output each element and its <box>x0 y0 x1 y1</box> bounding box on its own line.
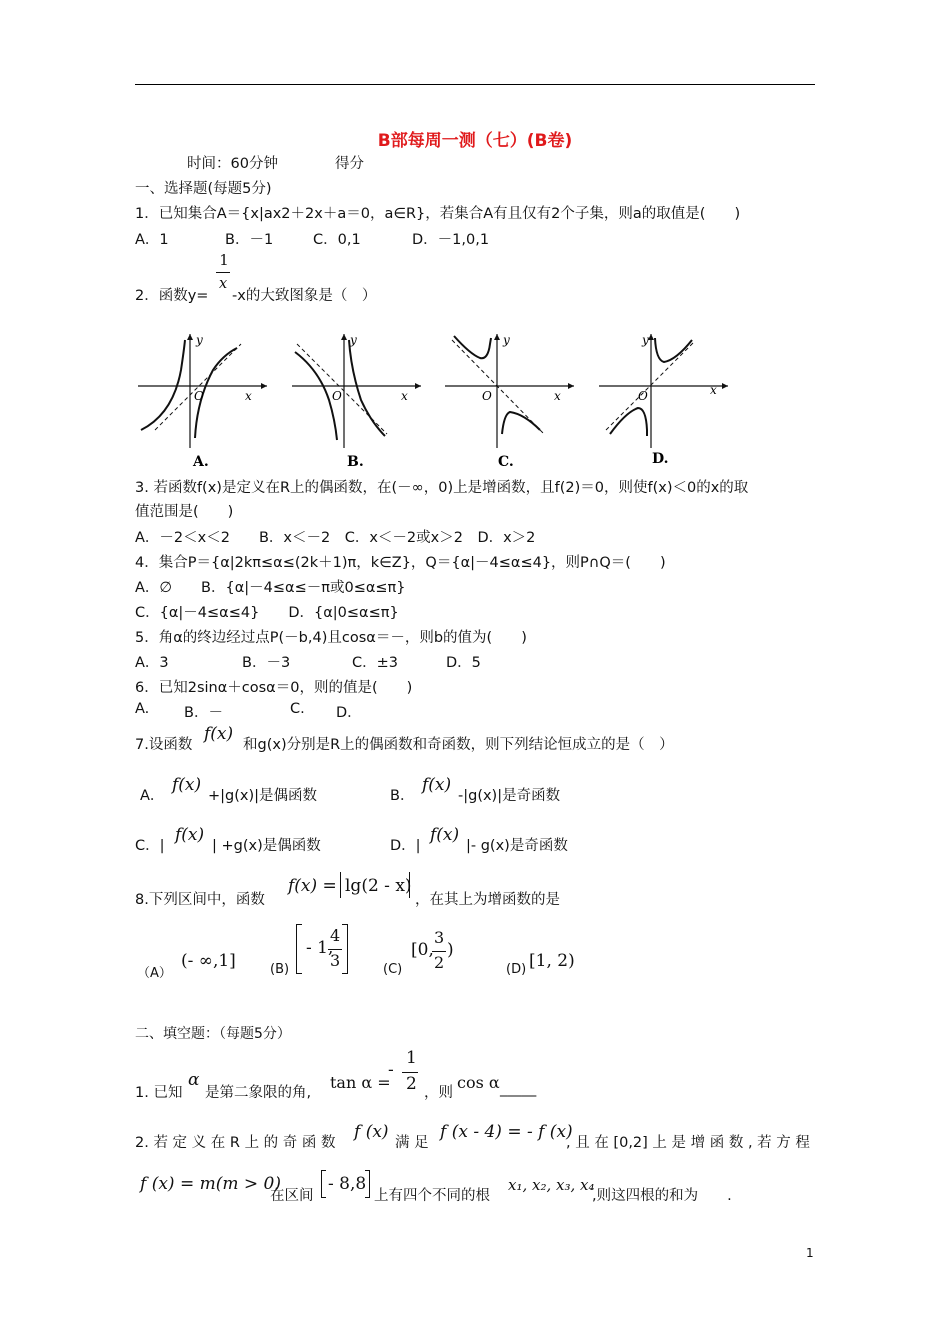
q8-option-a-label: （A） <box>137 966 172 981</box>
q7-option-b-fx: f(x) <box>422 775 452 795</box>
fill1-p3: ，则 <box>424 1085 453 1101</box>
graph-d-origin: O <box>638 389 648 403</box>
graph-a-origin: O <box>194 389 204 403</box>
graph-c-origin: O <box>482 389 492 403</box>
q6-option-a: A. <box>135 701 150 717</box>
graph-d-y-label: y <box>642 333 649 347</box>
q3-line2: 值范围是( ) <box>135 504 234 520</box>
q8-option-c-frac-bar <box>432 951 446 952</box>
q8-option-b-bracket-right <box>342 924 348 974</box>
q7-text-before: 7.设函数 <box>135 737 193 753</box>
q8-text-before: 8.下列区间中，函数 <box>135 892 265 908</box>
q7-option-b-pre: B． <box>390 788 415 804</box>
fill1-alpha: α <box>188 1070 200 1090</box>
graph-c <box>440 330 580 470</box>
fill2-interval-bracket-left <box>321 1170 326 1198</box>
fill2-interval-bracket-right <box>365 1170 370 1198</box>
fill2-eq: f (x) = m(m > 0) <box>140 1174 281 1194</box>
q8-option-c-right: ) <box>447 940 454 960</box>
q5-text: 5．角α的终边经过点P(－b,4)且cosα＝－，则b的值为( ) <box>135 630 527 646</box>
section1-heading: 一、选择题(每题5分) <box>135 181 272 197</box>
q8-option-a-value: (- ∞,1] <box>181 951 236 971</box>
q8-option-b-num: 4 <box>330 926 341 945</box>
fill2-interval: - 8,8 <box>328 1174 367 1194</box>
graph-a-y-arrow <box>187 334 193 340</box>
q4-options2: C．{α|－4≤α≤4} D．{α|0≤α≤π} <box>135 605 399 621</box>
fill2-roots: x₁, x₂, x₃, x₄ <box>508 1176 595 1194</box>
q7-option-c-pre: C．| <box>135 838 165 854</box>
q2-text-after: -x的大致图象是（ ） <box>232 288 377 304</box>
q7-option-c-post: | +g(x)是偶函数 <box>212 838 321 854</box>
q7-option-c-fx: f(x) <box>175 825 205 845</box>
q8-formula-abs: lg(2 - x) <box>345 876 412 896</box>
graph-a-y-label: y <box>196 333 203 347</box>
q7-text-after: 和g(x)分别是R上的偶函数和奇函数，则下列结论恒成立的是（ ） <box>243 737 674 753</box>
q8-option-b-label: (B) <box>270 962 290 977</box>
q8-formula-lhs: f(x) = <box>288 876 337 896</box>
fill1-p2: 是第二象限的角, <box>205 1085 312 1101</box>
time-label: 时间：60分钟 <box>187 156 278 172</box>
q7-option-d-fx: f(x) <box>430 825 460 845</box>
q1-text: 1．已知集合A＝{x|ax2＋2x＋a＝0，a∈R}，若集合A有且仅有2个子集，则a的取值是( ) <box>135 206 741 222</box>
q8-option-b-left: - 1, <box>306 938 334 958</box>
q3-line1: 3. 若函数f(x)是定义在R上的偶函数，在(－∞，0)上是增函数，且f(2)＝0，则使f(x)＜0的x的取 <box>135 480 749 496</box>
q5-option-a: A．3 <box>135 655 169 671</box>
graph-d-curve-left <box>610 408 647 436</box>
fill2-p2: 满 足 <box>395 1135 429 1151</box>
q7-option-a-post: +|g(x)|是偶函数 <box>208 788 318 804</box>
page-title: B部每周一测（七）(B卷) <box>377 131 573 151</box>
q3-options: A．－2＜x＜2 B．x＜－2 C．x＜－2或x＞2 D．x＞2 <box>135 530 536 546</box>
fill1-p1: 1. 已知 <box>135 1085 183 1101</box>
q6-option-b: B．－ <box>184 705 223 721</box>
graph-c-x-label: x <box>554 389 561 403</box>
q8-abs-right <box>409 872 410 898</box>
q7-fx: f(x) <box>204 724 234 744</box>
fill1-tan: tan α = <box>330 1073 391 1092</box>
graph-a-x-arrow <box>261 383 267 389</box>
section2-heading: 二、填空题：（每题5分） <box>135 1026 291 1042</box>
graph-c-y-label: y <box>503 333 510 347</box>
fill1-frac-bar <box>402 1072 418 1073</box>
q8-option-c-label: (C) <box>383 962 403 977</box>
q8-option-b-den: 3 <box>330 951 341 970</box>
graph-d-x-arrow <box>722 383 728 389</box>
fill2-p4: 在区间 <box>270 1188 314 1204</box>
q1-option-c: C．0,1 <box>313 232 361 248</box>
graph-d-x-label: x <box>710 383 717 397</box>
q4-options1: A．∅ B．{α|－4≤α≤－π或0≤α≤π} <box>135 580 406 596</box>
q1-option-b: B．－1 <box>225 232 274 248</box>
q7-option-b-post: -|g(x)|是奇函数 <box>458 788 561 804</box>
fill2-cond: f (x - 4) = - f (x) <box>440 1122 573 1142</box>
graph-c-asymptote <box>452 340 544 434</box>
graph-c-curve-right <box>502 412 540 434</box>
fill1-num: 1 <box>406 1048 417 1068</box>
q4-text: 4．集合P＝{α|2kπ≤α≤(2k＋1)π，k∈Z}，Q＝{α|－4≤α≤4}，则P∩Q＝( ) <box>135 555 666 571</box>
q7-option-d-post: |- g(x)是奇函数 <box>466 838 568 854</box>
q2-frac-num: 1 <box>219 251 229 269</box>
q8-option-b-frac-bar <box>328 949 342 950</box>
q8-option-d-label: (D) <box>506 962 527 977</box>
q8-option-c-den: 2 <box>434 953 445 972</box>
graph-b-y-label: y <box>350 333 357 347</box>
graph-d-y-arrow <box>648 334 654 340</box>
graph-a <box>133 330 273 470</box>
top-rule <box>135 84 815 85</box>
q6-option-d: D． <box>336 705 362 721</box>
graph-b-y-arrow <box>341 334 347 340</box>
fill2-p5: 上有四个不同的根 <box>374 1188 490 1204</box>
fill1-blank: _____ <box>500 1081 537 1097</box>
graph-b-curve-right <box>349 340 385 436</box>
q5-option-c: C．±3 <box>352 655 398 671</box>
q6-option-c: C. <box>290 701 305 717</box>
score-label: 得分 <box>335 156 364 172</box>
q8-option-c-left: [0, <box>411 940 434 960</box>
fill1-den: 2 <box>406 1074 417 1094</box>
q7-option-a-pre: A． <box>140 788 165 804</box>
graph-c-y-arrow <box>494 334 500 340</box>
q8-option-c-num: 3 <box>434 928 445 947</box>
fill2-fx: f (x) <box>354 1122 389 1142</box>
graph-c-label: C. <box>498 454 514 470</box>
graph-b-x-arrow <box>415 383 421 389</box>
q6-text: 6．已知2sinα＋cosα＝0，则的值是( ) <box>135 680 413 696</box>
graph-a-curve-left <box>141 340 185 430</box>
graph-a-label: A. <box>193 454 209 470</box>
fill2-p3: , 且 在 [0,2] 上 是 增 函 数 , 若 方 程 <box>566 1135 810 1151</box>
graph-b <box>287 330 427 470</box>
graph-d-label: D. <box>652 451 669 467</box>
q5-option-d: D．5 <box>446 655 481 671</box>
q1-option-a: A．1 <box>135 232 169 248</box>
fill2-p1: 2. 若 定 义 在 R 上 的 奇 函 数 <box>135 1135 336 1151</box>
q2-frac-bar <box>216 272 230 273</box>
graph-b-curve-left <box>295 352 337 440</box>
q5-option-b: B．－3 <box>242 655 291 671</box>
fill1-cos: cos α <box>457 1073 500 1092</box>
q8-text-after: ，在其上为增函数的是 <box>415 892 560 908</box>
q8-option-b-bracket-left <box>296 924 302 974</box>
graph-a-x-label: x <box>245 389 252 403</box>
q2-text-before: 2．函数y= <box>135 288 209 304</box>
graph-d <box>594 330 734 470</box>
q1-option-d: D．－1,0,1 <box>412 232 490 248</box>
graph-b-origin: O <box>332 389 342 403</box>
graph-b-label: B. <box>347 454 364 470</box>
q7-option-d-pre: D．| <box>390 838 421 854</box>
fill1-minus: - <box>388 1060 394 1080</box>
fill2-p6: ,则这四根的和为 . <box>592 1188 732 1204</box>
q8-abs-left <box>340 872 341 898</box>
q7-option-a-fx: f(x) <box>172 775 202 795</box>
graph-b-x-label: x <box>401 389 408 403</box>
graph-c-x-arrow <box>568 383 574 389</box>
q2-frac-den: x <box>219 276 228 292</box>
q8-option-d-value: [1, 2) <box>529 951 575 971</box>
page-number: 1 <box>806 1246 814 1260</box>
